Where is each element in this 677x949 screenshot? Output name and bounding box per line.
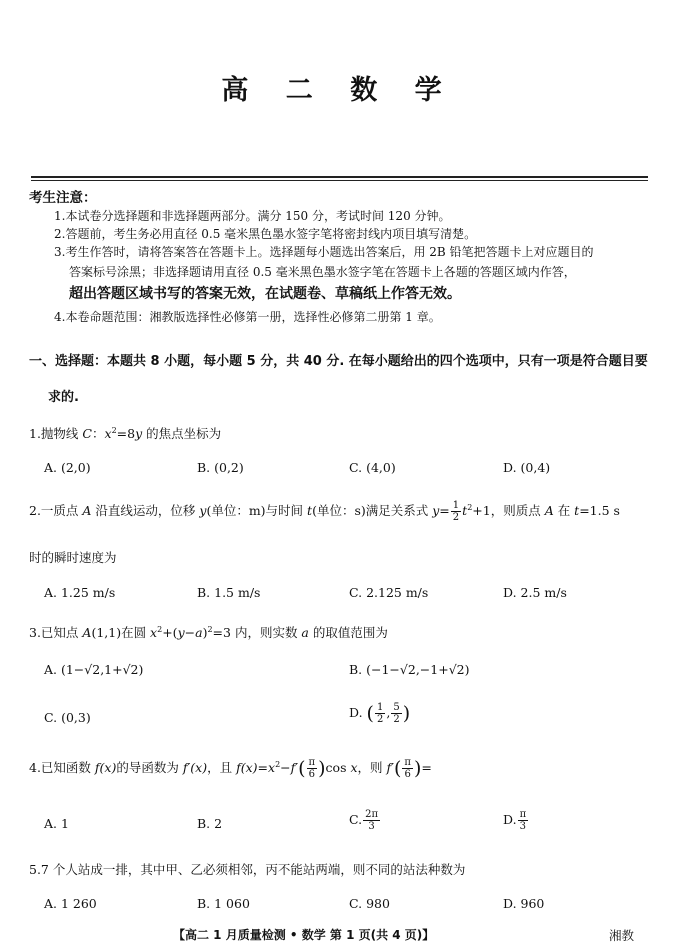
question-4: 4.已知函数 f(x)的导函数为 f′(x)，且 $f(x)=x^2-f'$( $\frac{\pi}{6}$ )cos x，则 f′( $\frac{\pi}{6}$ )= [29,757,432,780]
page-title: 高 二 数 学 [221,75,456,106]
q1-option-b: B. (0,2) [197,460,244,475]
q3-option-c: C. (0,3) [44,710,91,725]
q4-option-a: A. 1 [44,816,69,831]
q2-option-d: D. 2.5 m/s [503,585,567,600]
q1-option-c: C. (4,0) [349,460,396,475]
q1-option-a: A. (2,0) [44,460,91,475]
notice-item-1: 1.本试卷分选择题和非选择题两部分。满分 150 分，考试时间 120 分钟。 [54,209,451,223]
q2-option-a: A. 1.25 m/s [44,585,116,600]
q1-option-d: D. (0,4) [503,460,551,475]
q5-option-b: B. 1 060 [197,896,250,911]
q4-option-b: B. 2 [197,816,223,831]
question-1: 1.抛物线 C：$x^2=8y$ 的焦点坐标为 [29,425,222,441]
notice-item-2: 2.答题前，考生务必用直径 0.5 毫米黑色墨水签字笔将密封线内项目填写清楚。 [54,227,477,241]
divider [31,180,648,181]
notice-item-3-cont: 答案标号涂黑；非选择题请用直径 0.5 毫米黑色墨水签字笔在答题卡上各题的答题区域内作答， [69,265,576,279]
q4-option-c: C. $\frac{2\pi}{3}$ [349,809,379,832]
q5-option-d: D. 960 [503,896,545,911]
question-2-cont: 时的瞬时速度为 [29,550,117,565]
notice-item-3-bold: 超出答题区域书写的答案无效，在试题卷、草稿纸上作答无效。 [69,286,461,302]
question-2: 2.一质点 A 沿直线运动，位移 y(单位：m)与时间 t(单位：s)满足关系式 y= $\frac{1}{2}$ $t^2+1$，则质点 A 在 t=1.5 s [29,500,620,523]
fraction: $\frac{1}{2}$ [452,500,460,523]
divider [31,176,648,178]
notice-heading: 考生注意： [29,190,97,206]
q5-option-c: C. 980 [349,896,390,911]
footer-publisher: 湘教 [609,928,635,943]
section-heading-cont: 求的. [48,390,79,405]
notice-item-4: 4.本卷命题范围：湘教版选择性必修第一册，选择性必修第二册第 1 章。 [54,310,441,324]
question-5: 5.7 个人站成一排，其中甲、乙必须相邻，丙不能站两端，则不同的站法种数为 [29,862,466,877]
page-footer: 【高二 1 月质量检测 • 数学 第 1 页(共 4 页)】 [173,928,435,942]
question-3: 3.已知点 A(1,1)在圆 $x^2+(y-a)^2=3$ 内，则实数 a 的取值范围为 [29,624,388,640]
q2-option-c: C. 2.125 m/s [349,585,429,600]
q3-option-b: B. (−1−√2,−1+√2) [349,662,470,677]
q3-option-d: D. ( $\frac{1}{2}$ , $\frac{5}{2}$ ) [349,702,411,725]
section-heading: 一、选择题：本题共 8 小题，每小题 5 分，共 40 分. 在每小题给出的四个选项中，只有一项是符合题目要 [29,354,648,369]
q4-option-d: D. $\frac{\pi}{3}$ [503,809,527,832]
q2-option-b: B. 1.5 m/s [197,585,261,600]
notice-item-3: 3.考生作答时，请将答案答在答题卡上。选择题每小题选出答案后，用 2B 铅笔把答题卡上对应题目的 [54,245,594,259]
q3-option-a: A. (1−√2,1+√2) [44,662,144,677]
q5-option-a: A. 1 260 [44,896,97,911]
